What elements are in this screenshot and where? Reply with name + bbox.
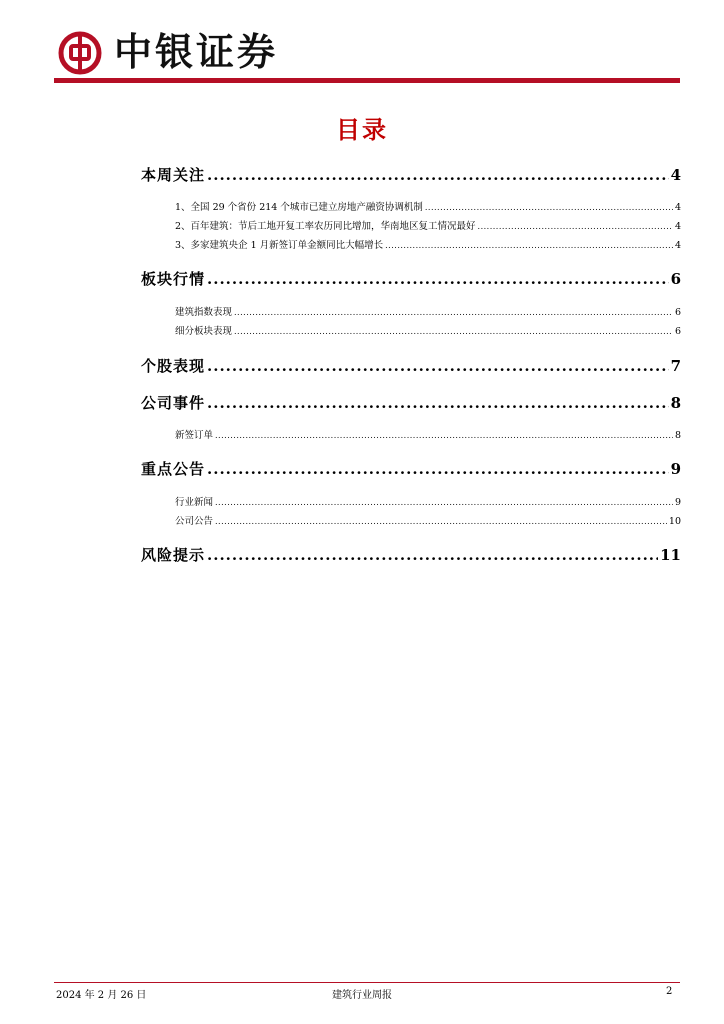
toc-entry-page: 8 <box>674 430 681 441</box>
toc-entry-page: 9 <box>674 497 681 508</box>
toc-entry-industry-news[interactable] <box>175 494 681 508</box>
dot-leader <box>207 394 669 412</box>
toc-entry-company-events[interactable] <box>141 392 681 413</box>
toc-entry-label: 3、多家建筑央企 1 月新签订单金额同比大幅增长 <box>175 240 384 251</box>
dot-leader <box>207 270 669 288</box>
toc-entry-risk-warning[interactable] <box>141 544 681 565</box>
toc-entry-new-orders[interactable] <box>175 427 681 441</box>
toc-entry-page: 6 <box>670 270 681 288</box>
footer-divider <box>54 982 680 983</box>
toc-entry-page: 4 <box>670 166 681 184</box>
toc-entry-company-announcements[interactable] <box>175 513 681 527</box>
dot-leader <box>207 546 658 564</box>
dot-leader <box>385 241 673 250</box>
toc-entry-label: 公司事件 <box>141 394 206 412</box>
toc-entry-label: 板块行情 <box>141 270 206 288</box>
toc-entry-financing-mechanism[interactable] <box>175 199 681 213</box>
toc-title: 目录 <box>336 116 388 144</box>
footer-page-number: 2 <box>666 986 673 997</box>
bank-of-china-logo-icon <box>58 31 102 75</box>
dot-leader <box>215 517 667 526</box>
toc-entry-weekly-focus[interactable] <box>141 164 681 185</box>
dot-leader <box>207 460 669 478</box>
toc-entry-index-performance[interactable] <box>175 304 681 318</box>
dot-leader <box>478 222 673 231</box>
toc-entry-label: 新签订单 <box>175 430 214 441</box>
header-divider <box>54 78 680 83</box>
toc-entry-sector-market[interactable] <box>141 268 681 289</box>
toc-entry-label: 重点公告 <box>141 460 206 478</box>
dot-leader <box>207 166 669 184</box>
footer-report-title: 建筑行业周报 <box>332 990 392 1001</box>
toc-entry-label: 风险提示 <box>141 546 206 564</box>
toc-entry-stock-performance[interactable] <box>141 355 681 376</box>
toc-entry-page: 4 <box>674 202 681 213</box>
toc-entry-new-orders-growth[interactable] <box>175 237 681 251</box>
toc-entry-key-announcements[interactable] <box>141 458 681 479</box>
toc-entry-label: 个股表现 <box>141 357 206 375</box>
dot-leader <box>207 357 669 375</box>
toc-entry-label: 行业新闻 <box>175 497 214 508</box>
toc-entry-page: 9 <box>670 460 681 478</box>
toc-entry-label: 1、全国 29 个省份 214 个城市已建立房地产融资协调机制 <box>175 202 423 213</box>
toc-entry-subsector-performance[interactable] <box>175 323 681 337</box>
toc-entry-page: 4 <box>674 221 681 232</box>
footer-date: 2024 年 2 月 26 日 <box>56 990 147 1001</box>
dot-leader <box>215 431 673 440</box>
toc-entry-label: 本周关注 <box>141 166 206 184</box>
toc-entry-page: 4 <box>674 240 681 251</box>
toc-entry-page: 11 <box>660 546 681 564</box>
toc-entry-label: 2、百年建筑：节后工地开复工率农历同比增加，华南地区复工情况最好 <box>175 221 476 232</box>
toc-entry-page: 7 <box>670 357 681 375</box>
brand-name: 中银证券 <box>114 30 279 74</box>
toc-entry-label: 建筑指数表现 <box>175 307 233 318</box>
toc-entry-page: 8 <box>670 394 681 412</box>
toc-entry-page: 6 <box>674 307 681 318</box>
dot-leader <box>234 327 673 336</box>
toc-entry-page: 10 <box>668 516 681 527</box>
toc-entry-page: 6 <box>674 326 681 337</box>
toc-entry-construction-resumption[interactable] <box>175 218 681 232</box>
toc-entry-label: 公司公告 <box>175 516 214 527</box>
dot-leader <box>234 308 673 317</box>
dot-leader <box>425 203 673 212</box>
toc-entry-label: 细分板块表现 <box>175 326 233 337</box>
page-header <box>0 0 724 90</box>
dot-leader <box>215 498 673 507</box>
